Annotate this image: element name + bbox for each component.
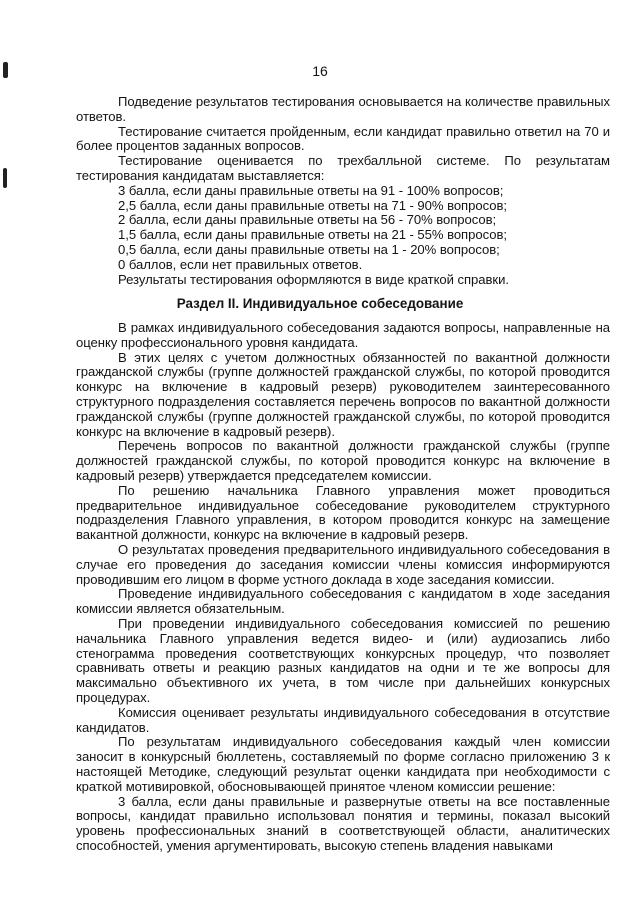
score-item: 0,5 балла, если даны правильные ответы на 1 - 20% вопросов; bbox=[118, 241, 500, 257]
score-item: 0 баллов, если нет правильных ответов. bbox=[118, 256, 363, 272]
paragraph: Результаты тестирования оформляются в виде краткой справки. bbox=[118, 271, 509, 287]
paragraph: Комиссия оценивает результаты индивидуального собеседования в отсутствие кандидатов. bbox=[76, 704, 610, 735]
paragraph: При проведении индивидуального собеседования комиссией по решению начальника Главного управления ведется видео- и (или) аудиозапись либо стенограмма проведения соответствующих конкурсных процедур, что позволяет сравнивать ответы и реакцию разных кандидатов на одни и те же вопросы для максимально объективного их учета, в том числе при дальнейших конкурсных процедурах. bbox=[76, 615, 610, 705]
paragraph: Проведение индивидуального собеседования с кандидатом в ходе заседания комиссии является обязательным. bbox=[76, 586, 610, 617]
score-item: 2,5 балла, если даны правильные ответы на 71 - 90% вопросов; bbox=[118, 197, 507, 213]
binding-mark bbox=[3, 168, 7, 188]
paragraph: По решению начальника Главного управления может проводиться предварительное индивидуальное собеседование руководителем структурного подразделения Главного управления, в котором проводится конкурс на замещение вакантной должности, конкурс на включение в кадровый резерв. bbox=[76, 482, 610, 543]
paragraph: Перечень вопросов по вакантной должности гражданской службы (группе должностей гражданской службы, по которой проводится конкурс на включение в кадровый резерв) утверждается председателем комиссии. bbox=[76, 438, 610, 483]
score-item: 2 балла, если даны правильные ответы на 56 - 70% вопросов; bbox=[118, 212, 497, 228]
paragraph: Тестирование считается пройденным, если кандидат правильно ответил на 70 и более процентов заданных вопросов. bbox=[76, 123, 610, 154]
paragraph: 3 балла, если даны правильные и развернутые ответы на все поставленные вопросы, кандидат правильно использовал понятия и термины, показал высокий уровень профессиональных знаний в соответствующей области, аналитических способностей, умения аргументировать, высокую степень владения навыками bbox=[76, 793, 610, 853]
score-item: 1,5 балла, если даны правильные ответы на 21 - 55% вопросов; bbox=[118, 227, 507, 243]
paragraph: По результатам индивидуального собеседования каждый член комиссии заносит в конкурсный бюллетень, составляемый по форме согласно приложению 3 к настоящей Методике, следующий результат оценки кандидата при необходимости с краткой мотивировкой, обосновывающей принятое членом комиссии решение: bbox=[76, 734, 610, 794]
individual-interview-section bbox=[76, 321, 610, 854]
paragraph: В этих целях с учетом должностных обязанностей по вакантной должности гражданской службы (группе должностей гражданской службы, по которой проводится конкурс на включение в кадровый резерв) руководителем заинтересованного структурного подразделения составляется перечень вопросов по вакантной должности гражданской службы (группе должностей гражданской службы, по которой проводится конкурс на включение в кадровый резерв). bbox=[76, 349, 610, 439]
paragraph: В рамках индивидуального собеседования задаются вопросы, направленные на оценку профессионального уровня кандидата. bbox=[76, 320, 610, 350]
testing-results-section bbox=[76, 95, 610, 287]
page-number: 16 bbox=[312, 63, 328, 79]
score-item: 3 балла, если даны правильные ответы на 91 - 100% вопросов; bbox=[118, 182, 504, 198]
section-heading: Раздел II. Индивидуальное собеседование bbox=[176, 296, 464, 311]
paragraph: Подведение результатов тестирования основывается на количестве правильных ответов. bbox=[76, 94, 610, 124]
paragraph: Тестирование оценивается по трехбалльной системе. По результатам тестирования кандидатам выставляется: bbox=[76, 153, 610, 183]
paragraph: О результатах проведения предварительного индивидуального собеседования в случае его проведения до заседания комиссии члены комиссия информируются проводившим его лицом в форме устного доклада в ходе заседания комиссии. bbox=[76, 541, 610, 587]
